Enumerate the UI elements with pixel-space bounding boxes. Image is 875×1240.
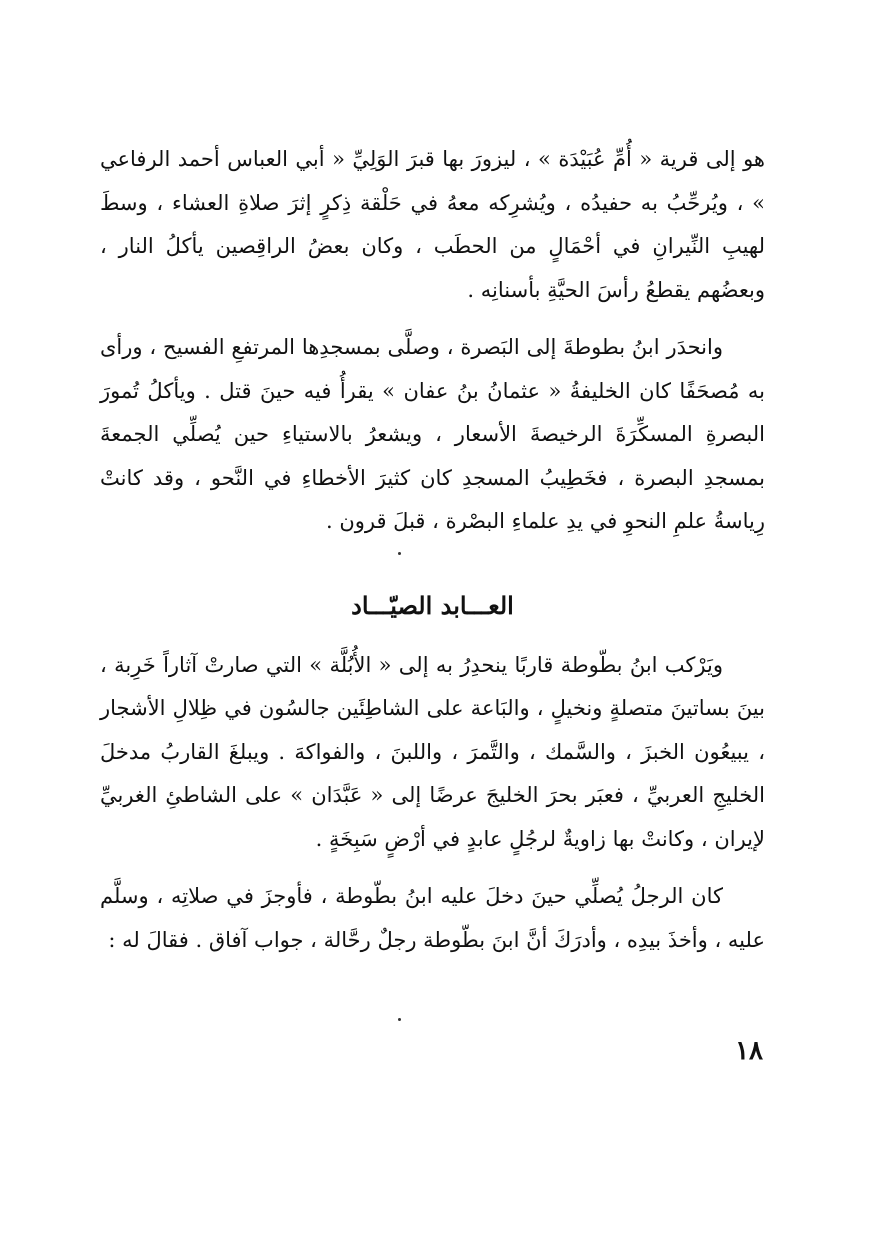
paragraph-3: ويَرْكب ابنُ بطّوطة قاربًا ينحدِرُ به إلى « الأُبُلَّة » التي صارتْ آثاراً خَرِبة ، بينَ بساتينَ متصلةٍ ونخيلٍ ، والبَاعة على الشاطِئَين جالسُون في ظِلالِ الأشجار ، يبيعُون الخبزَ ، والسَّمك ، والتَّمرَ ، واللبنَ ، والفواكهَ . ويبلغَ القاربُ مدخلَ الخليجِ العربيِّ ، فعبَر بحرَ الخليجَ عرضًا إلى « عَبَّدَان » على الشاطئِ الغربيِّ لإيران ، وكانتْ بها زاويةٌ لرجُلٍ عابدٍ في أرْضٍ سَبِخَةٍ .	[100, 652, 765, 851]
scan-speck	[398, 552, 401, 555]
page-body	[100, 138, 765, 962]
paragraph-4: كان الرجلُ يُصلِّي حينَ دخلَ عليه ابنُ بطّوطة ، فأوجزَ في صلاتِه ، وسلَّم عليه ، وأخذَ بيدِه ، وأدرَكَ أنَّ ابنَ بطّوطة رجلٌ رحَّالة ، جواب آفاق . فقالَ له :	[100, 884, 765, 952]
section-heading: العـــابد الصيّـــاد	[351, 590, 514, 620]
page-number: ١٨	[735, 1036, 763, 1066]
paragraph-2: وانحدَر ابنُ بطوطةَ إلى البَصرة ، وصلَّى بمسجدِها المرتفعِ الفسيح ، ورأى به مُصحَفًا كان الخليفةُ « عثمانُ بنُ عفان » يقرأُ فيه حينَ قتل . ويأكلُ تُمورَ البصرةِ المسكِّرَةَ الرخيصةَ الأسعار ، ويشعرُ بالاستياءِ حين يُصلِّي الجمعةَ بمسجدِ البصرة ، فخَطِيبُ المسجدِ كان كثيرَ الأخطاءِ في النَّحو ، وقد كانتْ رِياسةُ علمِ النحوِ في يدِ علماءِ البصْرة ، قبلَ قرون .	[100, 335, 765, 533]
scan-speck	[398, 1018, 401, 1021]
paragraph-1: هو إلى قرية « أُمِّ عُبَيْدَة » ، ليزورَ بها قبرَ الوَلِيِّ « أبي العباس أحمد الرفاعي » ، ويُرحِّبُ به حفيدُه ، ويُشرِكه معهُ في حَلْقة ذِكرٍ إثرَ صلاةِ العشاء ، وسطَ لهيبِ النِّيرانِ في أحْمَالٍ من الحطَب ، وكان بعضُ الراقِصين يأكلُ النار ، وبعضُهم يقطعُ رأسَ الحيَّةِ بأسنانِه .	[100, 147, 765, 302]
